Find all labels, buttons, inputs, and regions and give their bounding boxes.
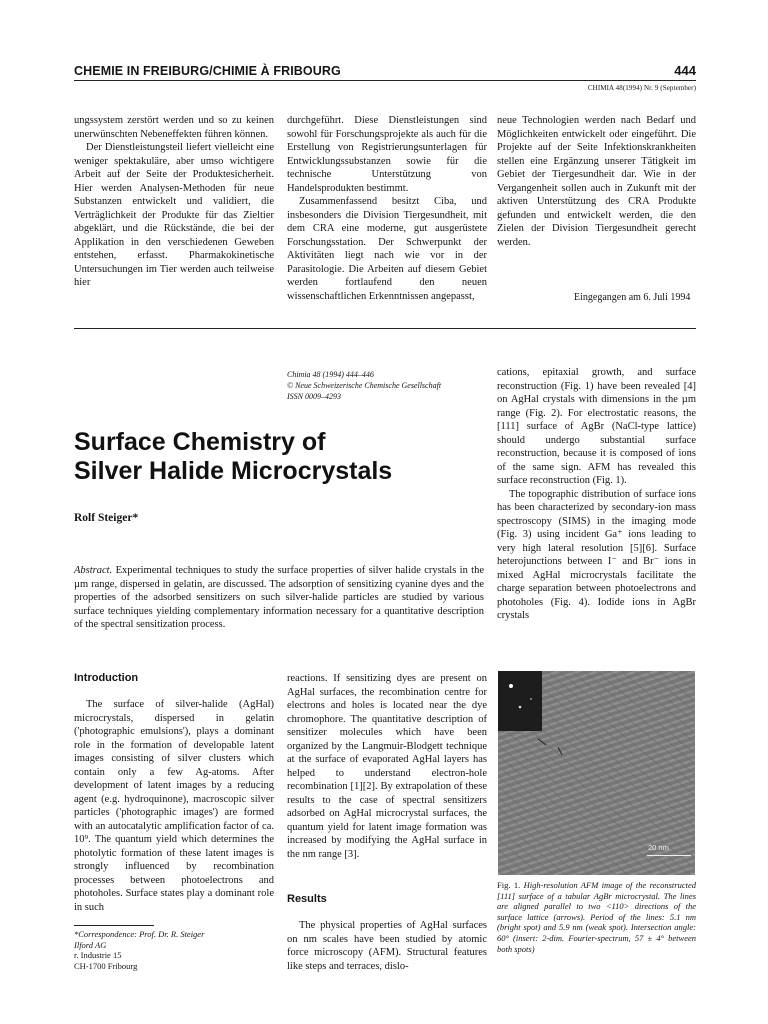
abstract (74, 564, 484, 632)
paragraph: Der Dienstleistungsteil liefert vielleicht eine weniger spektakuläre, aber umso wichtigere Arbeit auf der Seite der Produktesicherheit. Hier werden Analysen-Methoden für neue Substanzen entwickelt und validiert, die Verträglichkeit der Produkte für das Zieltier abgeklärt, und die Rückstände, die bei der Applikation in den verschiedenen Geweben entstehen, erfasst. Pharmakokinetische Untersuchungen im Tier werden auch teilweise hier (74, 142, 274, 288)
section-rule (74, 328, 696, 329)
header-rule (74, 80, 696, 81)
middle-column (287, 672, 487, 861)
running-header: CHEMIE IN FREIBURG/CHIMIE À FRIBOURG (74, 64, 341, 78)
paragraph: durchgeführt. Diese Dienstleistungen sind sowohl für Forschungsprojekte als auch für die Erstellung von Registrierungsunterlagen für Entwicklungssubstanzen sowie für die technische Unterstützung von Handelsprodukten bestimmt. (287, 115, 487, 194)
german-column-2 (287, 114, 487, 303)
citation-line: © Neue Schweizerische Chemische Gesellschaft (287, 381, 442, 390)
results-column (287, 919, 487, 973)
footnote-line: Ilford AG (74, 939, 107, 950)
journal-reference: CHIMIA 48(1994) Nr. 9 (September) (587, 84, 696, 92)
paragraph: reactions. If sensitizing dyes are present on AgHal surfaces, the recombination centre for electrons and holes is located near the dye chromophore. The quantitative description of sensitizer molecules which have been organized by the Langmuir-Blodgett technique at the surface of evaporated AgHal layers has helped to understand electron-hole recombination [1][2]. By extrapolation of these results to the case of spectral sensitizers adsorbed on AgHal microcrystal surfaces, the quantum yield for latent image formation was increased by modifying the AgHal surface in the nm range [3]. (287, 673, 487, 860)
fourier-inset (498, 671, 542, 731)
scale-bar-label: 20 nm (648, 843, 669, 852)
introduction-heading: Introduction (74, 672, 139, 684)
paragraph: cations, epitaxial growth, and surface reconstruction (Fig. 1) have been revealed [4] on AgHal crystals with dimensions in the µm range (Fig. 2). For electrostatic reasons, the [111] surface of AgBr (NaCl-type lattice) should undergo substantial surface reconstruction, because it is composed of ions of the same sign. AFM has revealed this surface reconstruction (Fig. 1). (497, 367, 696, 486)
figure-caption (497, 880, 696, 954)
introduction-column (74, 698, 274, 914)
citation-line: ISSN 0009–4293 (287, 392, 341, 401)
caption-text: High-resolution AFM image of the reconstructed [111] surface of a tabular AgBr microcrystal. The lines are aligned parallel to two <110> directions of the surface lattice (arrows). Period of the lines: 5.1 nm (bright spot) and 5.9 nm (weak spot). Intersection angle: 60° (insert: 2-dim. Fourier-spectrum, 57 ± 4° between both spots) (497, 880, 696, 954)
article-right-column (497, 366, 696, 623)
paragraph: Zusammenfassend besitzt Ciba, und insbesonders die Division Tiergesundheit, mit dem CRA eine moderne, gut ausgerüstete Forschungsstation. Der Schwerpunkt der Aktivitäten liegt nach wie vor in der Parasitologie. Die Arbeiten auf diesem Gebiet werden fortlaufend den neuen wissenschaftlichen Erkenntnissen angepasst, (287, 196, 487, 302)
page-number: 444 (674, 63, 696, 78)
citation-block (287, 369, 441, 402)
received-date: Eingegangen am 6. Juli 1994 (574, 292, 691, 303)
footnote-line: r. Industrie 15 (74, 950, 122, 960)
results-heading: Results (287, 893, 327, 905)
correspondence-footnote (74, 929, 204, 971)
fourier-spots (498, 671, 542, 731)
paragraph: ungssystem zerstört werden und so zu keinen unerwünschten Nebeneffekten führen können. (74, 115, 274, 140)
paragraph: The surface of silver-halide (AgHal) microcrystals, dispersed in gelatin ('photographic emulsions'), plays a dominant role in the formation of developable latent images consisting of silver clusters which contain only a few Ag-atoms. After development of latent images by a reducing agent (e.g. hydroquinone), macroscopic silver particles ('photographic images') are formed with an autocatalytic amplification factor of ca. 10⁹. The quantum yield which determines the photolytic formation of these latent images is strongly influenced by recombination processes between photoelectrons and photoholes. Surface states play a dominant role in such (74, 699, 274, 913)
afm-figure-image (498, 671, 695, 875)
footnote-line: CH-1700 Fribourg (74, 960, 138, 971)
paragraph: The topographic distribution of surface ions has been characterized by secondary-ion mass spectroscopy (SIMS) in the imaging mode (Fig. 3) using incident Ga⁺ ions leading to very high lateral resolution [5][6]. Surface heterojunctions between I⁻ and Br⁻ ions in mixed AgHal microcrystals facilitate the charge separation between photoelectrons and photoholes (Fig. 4). Iodide ions in AgBr crystals (497, 488, 696, 621)
german-column-1 (74, 114, 274, 290)
article-title (74, 428, 392, 486)
footnote-line: *Correspondence: Prof. Dr. R. Steiger (74, 929, 205, 939)
caption-label: Fig. 1. (497, 880, 521, 890)
title-line: Surface Chemistry of (74, 428, 326, 456)
paragraph: The physical properties of AgHal surfaces on nm scales have been studied by atomic force microscopy (AFM). Structural features like steps and terraces, dislo- (287, 920, 487, 972)
abstract-label: Abstract. (74, 565, 113, 576)
author-name: Rolf Steiger* (74, 512, 139, 524)
german-column-3 (497, 114, 696, 249)
citation-line: Chimia 48 (1994) 444–446 (287, 370, 374, 379)
paragraph: neue Technologien werden nach Bedarf und Möglichkeiten entwickelt oder eingeführt. Die Projekte auf der Seite Infektionskrankheiten stellen eine Ergänzung unserer Tätigkeit im Gebiet der Tiergesundheit dar. Wie in der Vergangenheit sollen auch in Zukunft mit der aktiven Unterstützung des CRA Produkte gefunden und entwickelt werden, die den Zielen der Division Tiergesundheit gerecht werden. (497, 115, 696, 248)
footnote-rule (74, 925, 154, 926)
title-line: Silver Halide Microcrystals (74, 457, 393, 485)
scale-bar (647, 855, 691, 856)
abstract-text: Experimental techniques to study the surface properties of silver halide crystals in the µm range, dispersed in gelatin, are discussed. The adsorption of sensitizing cyanine dyes and the properties of the adsorbed sensitizers on such silver-halide particles are studied by various surface techniques yielding complementary information necessary for a quantitative description of the spectral sensitization process. (74, 565, 484, 630)
